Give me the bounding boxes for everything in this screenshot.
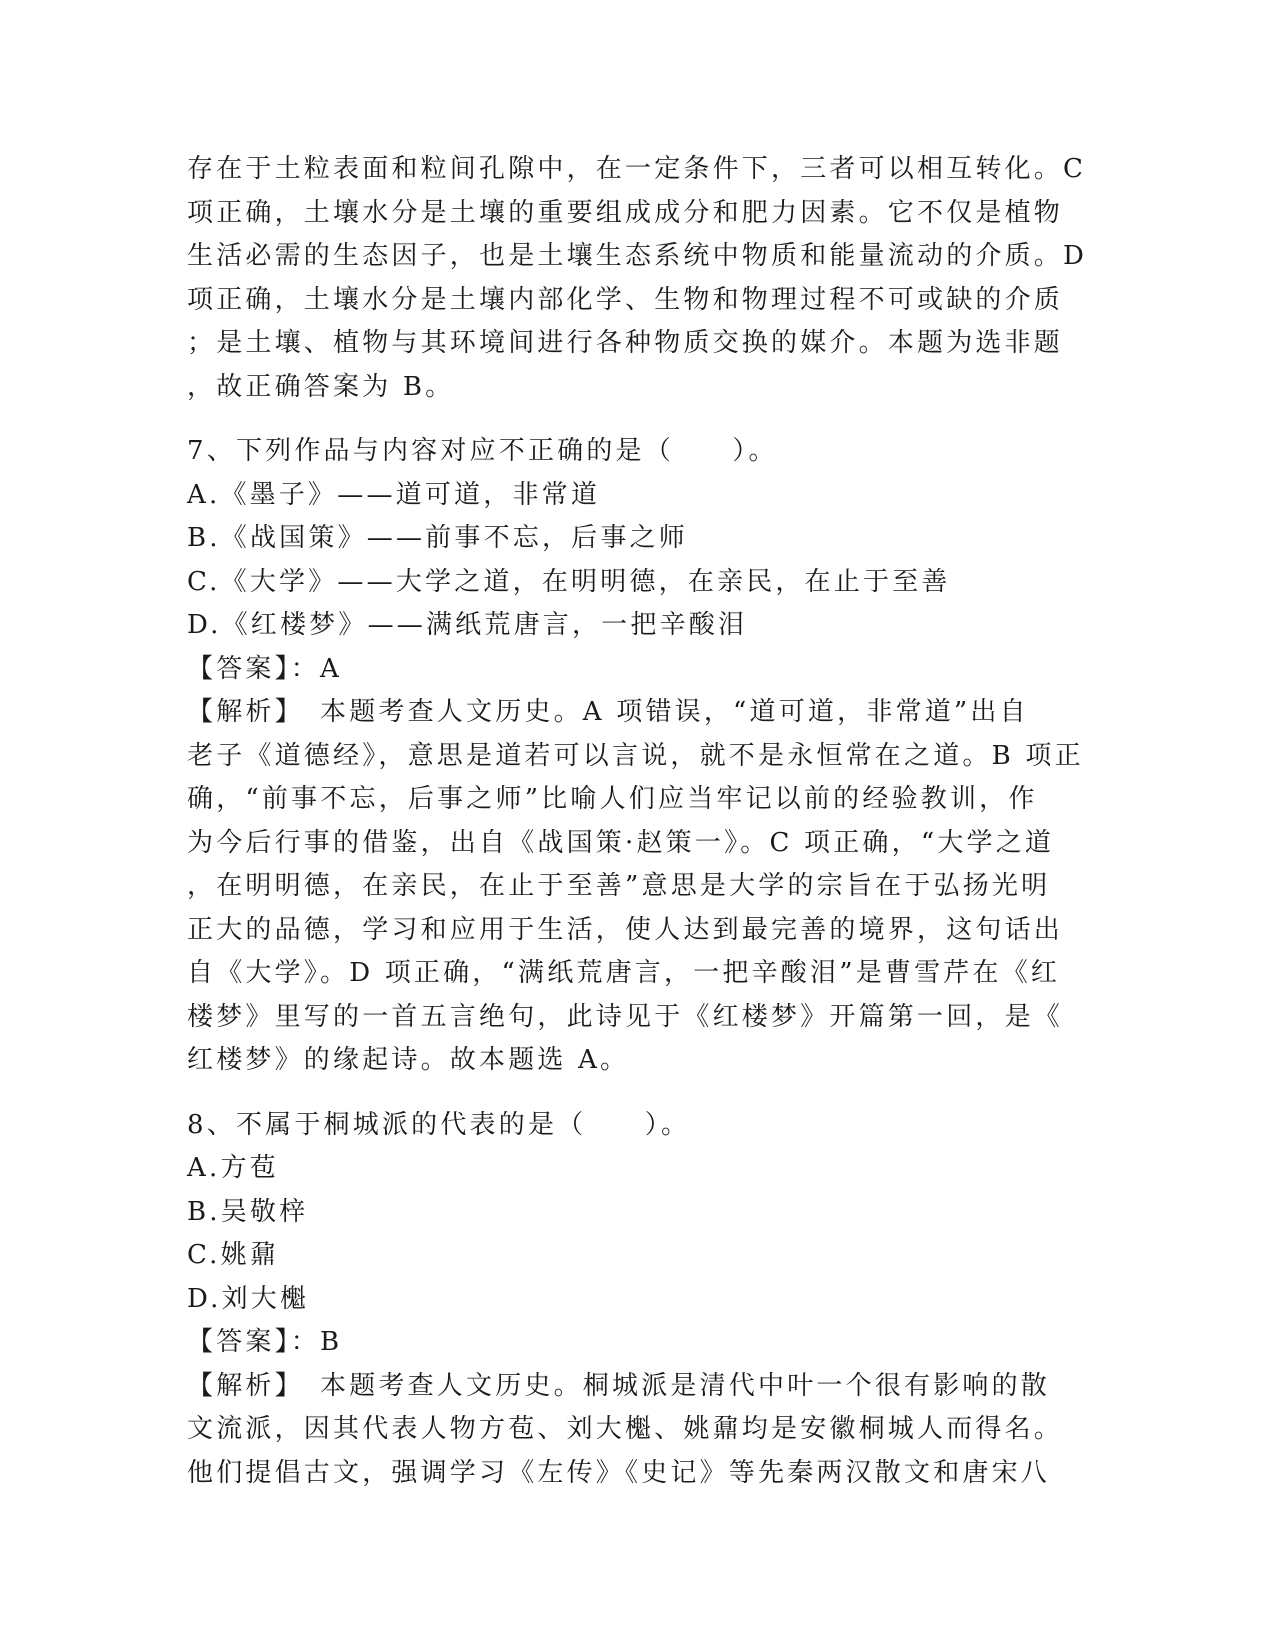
question-title: 8、不属于桐城派的代表的是（ ）。 (187, 1109, 691, 1140)
option-a: A.方苞 (187, 1153, 279, 1183)
document-page (187, 148, 1087, 1495)
intro-line: ；是土壤、植物与其环境间进行各种物质交换的媒介。本题为选非题 (187, 328, 1064, 358)
intro-paragraph (187, 148, 1087, 409)
analysis-line: 【解析】 本题考查人文历史。A 项错误，“道可道，非常道”出自 (187, 697, 1029, 727)
analysis-line: 自《大学》。D 项正确，“满纸荒唐言，一把辛酸泪”是曹雪芹在《红 (187, 958, 1061, 988)
analysis-line: ，在明明德，在亲民，在止于至善”意思是大学的宗旨在于弘扬光明 (187, 871, 1051, 901)
analysis-line: 确，“前事不忘，后事之师”比喻人们应当牢记以前的经验教训，作 (187, 784, 1038, 814)
analysis-line: 【解析】 本题考查人文历史。桐城派是清代中叶一个很有影响的散 (187, 1370, 1051, 1401)
question-7 (187, 430, 1087, 1083)
option-b: B.吴敬梓 (187, 1196, 309, 1227)
answer-line: 【答案】：A (187, 653, 342, 684)
option-c: C.姚鼐 (187, 1240, 280, 1270)
analysis-line: 文流派，因其代表人物方苞、刘大櫆、姚鼐均是安徽桐城人而得名。 (187, 1414, 1064, 1444)
intro-line: 生活必需的生态因子，也是土壤生态系统中物质和能量流动的介质。D (187, 241, 1088, 271)
analysis-line: 老子《道德经》，意思是道若可以言说，就不是永恒常在之道。B 项正 (187, 740, 1084, 771)
intro-line: 项正确，土壤水分是土壤内部化学、生物和物理过程不可或缺的介质 (187, 284, 1064, 315)
intro-line: 项正确，土壤水分是土壤的重要组成成分和肥力因素。它不仅是植物 (187, 197, 1064, 228)
option-a: A.《墨子》——道可道，非常道 (187, 479, 601, 510)
option-b: B.《战国策》——前事不忘，后事之师 (187, 523, 688, 553)
intro-line: ，故正确答案为 B。 (187, 371, 455, 402)
question-8 (187, 1104, 1087, 1496)
analysis-line: 他们提倡古文，强调学习《左传》《史记》等先秦两汉散文和唐宋八 (187, 1457, 1051, 1488)
option-d: D.刘大櫆 (187, 1283, 310, 1314)
analysis-paragraph (187, 1365, 1087, 1496)
intro-line: 存在于土粒表面和粒间孔隙中，在一定条件下，三者可以相互转化。C (187, 154, 1087, 184)
analysis-line: 红楼梦》的缘起诗。故本题选 A。 (187, 1045, 630, 1075)
option-d: D.《红楼梦》——满纸荒唐言，一把辛酸泪 (187, 610, 748, 640)
analysis-line: 为今后行事的借鉴，出自《战国策·赵策一》。C 项正确，“大学之道 (187, 827, 1055, 858)
answer-line: 【答案】：B (187, 1327, 343, 1357)
analysis-line: 楼梦》里写的一首五言绝句，此诗见于《红楼梦》开篇第一回，是《 (187, 1001, 1064, 1032)
analysis-line: 正大的品德，学习和应用于生活，使人达到最完善的境界，这句话出 (187, 914, 1064, 945)
question-title: 7、下列作品与内容对应不正确的是（ ）。 (187, 436, 778, 466)
analysis-paragraph (187, 691, 1087, 1083)
option-c: C.《大学》——大学之道，在明明德，在亲民，在止于至善 (187, 566, 951, 597)
